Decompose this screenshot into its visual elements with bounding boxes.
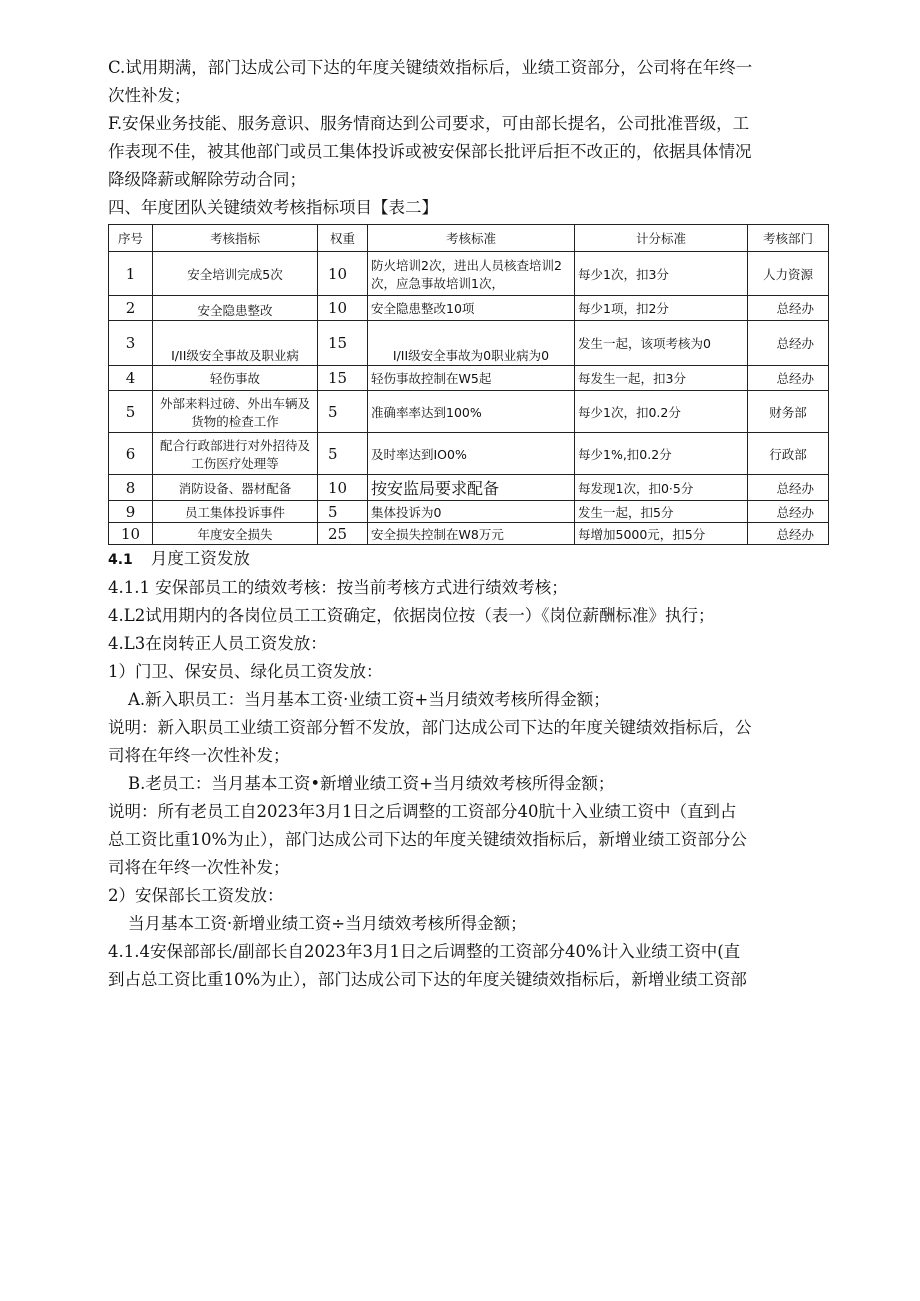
cell-weight: 10	[318, 252, 368, 296]
para-4-1-1: 4.1.1 安保部员工的绩效考核：按当前考核方式进行绩效考核；	[108, 578, 568, 597]
para-4-1-4-line-2: 到占总工资比重10%为止），部门达成公司下达的年度关键绩效指标后，新增业绩工资部	[108, 970, 747, 989]
cell-standard: 准确率率达到100%	[368, 391, 575, 433]
para-4-1-4-line-1: 4.1.4安保部部长/副部长自2023年3月1日之后调整的工资部分40%计入业绩工资中(直	[108, 942, 741, 961]
cell-indicator: 轻伤事故	[153, 366, 318, 391]
cell-no: 6	[109, 433, 153, 475]
clause-f-line-1: F.安保业务技能、服务意识、服务情商达到公司要求，可由部长提名，公司批准晋级，工	[108, 114, 750, 133]
note-b-line-2: 总工资比重10%为止），部门达成公司下达的年度关键绩效指标后，新增业绩工资部分公	[108, 830, 747, 849]
clause-f-line-3: 降级降薪或解除劳动合同；	[108, 170, 306, 189]
cell-dept: 总经办	[748, 501, 829, 523]
cell-weight: 10	[318, 475, 368, 501]
cell-indicator: 安全培训完成5次	[153, 252, 318, 296]
cell-no: 9	[109, 501, 153, 523]
table-row	[109, 475, 829, 501]
cell-scoring: 每发现1次，扣0·5分	[575, 475, 748, 501]
cell-no: 2	[109, 296, 153, 321]
table-row	[109, 433, 829, 475]
header-scoring: 计分标准	[575, 225, 748, 252]
cell-indicator: I/II级安全事故及职业病	[153, 321, 318, 366]
cell-weight: 5	[318, 391, 368, 433]
cell-scoring: 发生一起，扣5分	[575, 501, 748, 523]
para-item-2-formula: 当月基本工资·新增业绩工资÷当月绩效考核所得金额；	[128, 914, 527, 933]
document-page	[108, 54, 830, 994]
note-a-line-2: 司将在年终一次性补发；	[108, 746, 290, 765]
clause-c	[108, 54, 830, 110]
cell-weight: 15	[318, 366, 368, 391]
table-row	[109, 391, 829, 433]
cell-indicator: 配合行政部进行对外招待及工伤医疗处理等	[153, 433, 318, 475]
header-standard: 考核标准	[368, 225, 575, 252]
header-no: 序号	[109, 225, 153, 252]
cell-weight: 5	[318, 433, 368, 475]
cell-scoring: 每少1次，扣3分	[575, 252, 748, 296]
para-item-a: A.新入职员工：当月基本工资·业绩工资+当月绩效考核所得金额；	[128, 690, 610, 709]
cell-standard: 安全损失控制在W8万元	[368, 523, 575, 545]
cell-standard: 轻伤事故控制在W5起	[368, 366, 575, 391]
cell-no: 4	[109, 366, 153, 391]
para-4-1-4	[108, 938, 830, 994]
cell-indicator: 消防设备、器材配备	[153, 475, 318, 501]
table-row	[109, 296, 829, 321]
para-4-1-2: 4.L2试用期内的各岗位员工工资确定，依据岗位按（表一）《岗位薪酬标准》执行；	[108, 606, 715, 625]
section-4-1-title: 月度工资发放	[150, 549, 250, 568]
cell-dept: 财务部	[748, 391, 829, 433]
clause-f-line-2: 作表现不佳，被其他部门或员工集体投诉或被安保部长批评后拒不改正的，依据具体情况	[108, 142, 752, 161]
clause-c-line-1: C.试用期满，部门达成公司下达的年度关键绩效指标后，业绩工资部分，公司将在年终一	[108, 58, 753, 77]
cell-scoring: 每增加5000元，扣5分	[575, 523, 748, 545]
cell-scoring: 每发生一起，扣3分	[575, 366, 748, 391]
cell-no: 8	[109, 475, 153, 501]
cell-standard: 安全隐患整改10项	[368, 296, 575, 321]
para-item-2: 2）安保部长工资发放：	[108, 886, 284, 905]
cell-dept: 总经办	[748, 475, 829, 501]
table-row	[109, 252, 829, 296]
section-4-1-number: 4.1	[108, 552, 133, 568]
cell-dept: 总经办	[748, 296, 829, 321]
table-row	[109, 321, 829, 366]
cell-dept: 总经办	[748, 321, 829, 366]
cell-weight: 5	[318, 501, 368, 523]
table-row	[109, 366, 829, 391]
cell-dept: 总经办	[748, 523, 829, 545]
note-b-line-3: 司将在年终一次性补发；	[108, 858, 290, 877]
clause-f	[108, 110, 830, 194]
cell-scoring: 每少1%,扣0.2分	[575, 433, 748, 475]
header-dept: 考核部门	[748, 225, 829, 252]
section-4-title: 四、年度团队关键绩效考核指标项目【表二】	[108, 198, 438, 217]
cell-no: 5	[109, 391, 153, 433]
note-b-line-1: 说明：所有老员工自2023年3月1日之后调整的工资部分40肮十入业绩工资中（直到占	[108, 802, 737, 821]
cell-dept: 人力资源	[748, 252, 829, 296]
cell-weight: 25	[318, 523, 368, 545]
note-a	[108, 714, 830, 770]
cell-scoring: 发生一起，该项考核为0	[575, 321, 748, 366]
table-row	[109, 501, 829, 523]
cell-standard: 防火培训2次，进出人员核查培训2次，应急事故培训1次，	[368, 252, 575, 296]
cell-scoring: 每少1项，扣2分	[575, 296, 748, 321]
header-weight: 权重	[318, 225, 368, 252]
cell-no: 1	[109, 252, 153, 296]
cell-scoring: 每少1次，扣0.2分	[575, 391, 748, 433]
cell-standard: 及时率达到IO0%	[368, 433, 575, 475]
kpi-table	[108, 224, 829, 545]
cell-weight: 10	[318, 296, 368, 321]
cell-standard: 按安监局要求配备	[368, 475, 575, 501]
cell-standard: 集体投诉为0	[368, 501, 575, 523]
table-row	[109, 523, 829, 545]
para-4-1-3: 4.L3在岗转正人员工资发放：	[108, 634, 327, 653]
cell-indicator: 年度安全损失	[153, 523, 318, 545]
cell-weight: 15	[318, 321, 368, 366]
note-a-line-1: 说明：新入职员工业绩工资部分暂不发放，部门达成公司下达的年度关键绩效指标后，公	[108, 718, 752, 737]
cell-dept: 总经办	[748, 366, 829, 391]
table-header-row	[109, 225, 829, 252]
note-b	[108, 798, 830, 882]
clause-c-line-2: 次性补发；	[108, 86, 191, 105]
cell-standard: I/II级安全事故为0职业病为0	[368, 321, 575, 366]
section-4-1-heading	[108, 545, 830, 574]
cell-no: 10	[109, 523, 153, 545]
cell-no: 3	[109, 321, 153, 366]
para-item-1: 1）门卫、保安员、绿化员工资发放：	[108, 662, 383, 681]
cell-indicator: 外部来料过磅、外出车辆及货物的检查工作	[153, 391, 318, 433]
header-indicator: 考核指标	[153, 225, 318, 252]
cell-indicator: 安全隐患整改	[153, 296, 318, 321]
cell-indicator: 员工集体投诉事件	[153, 501, 318, 523]
para-item-b: B.老员工：当月基本工资•新增业绩工资+当月绩效考核所得金额；	[128, 774, 615, 793]
cell-dept: 行政部	[748, 433, 829, 475]
